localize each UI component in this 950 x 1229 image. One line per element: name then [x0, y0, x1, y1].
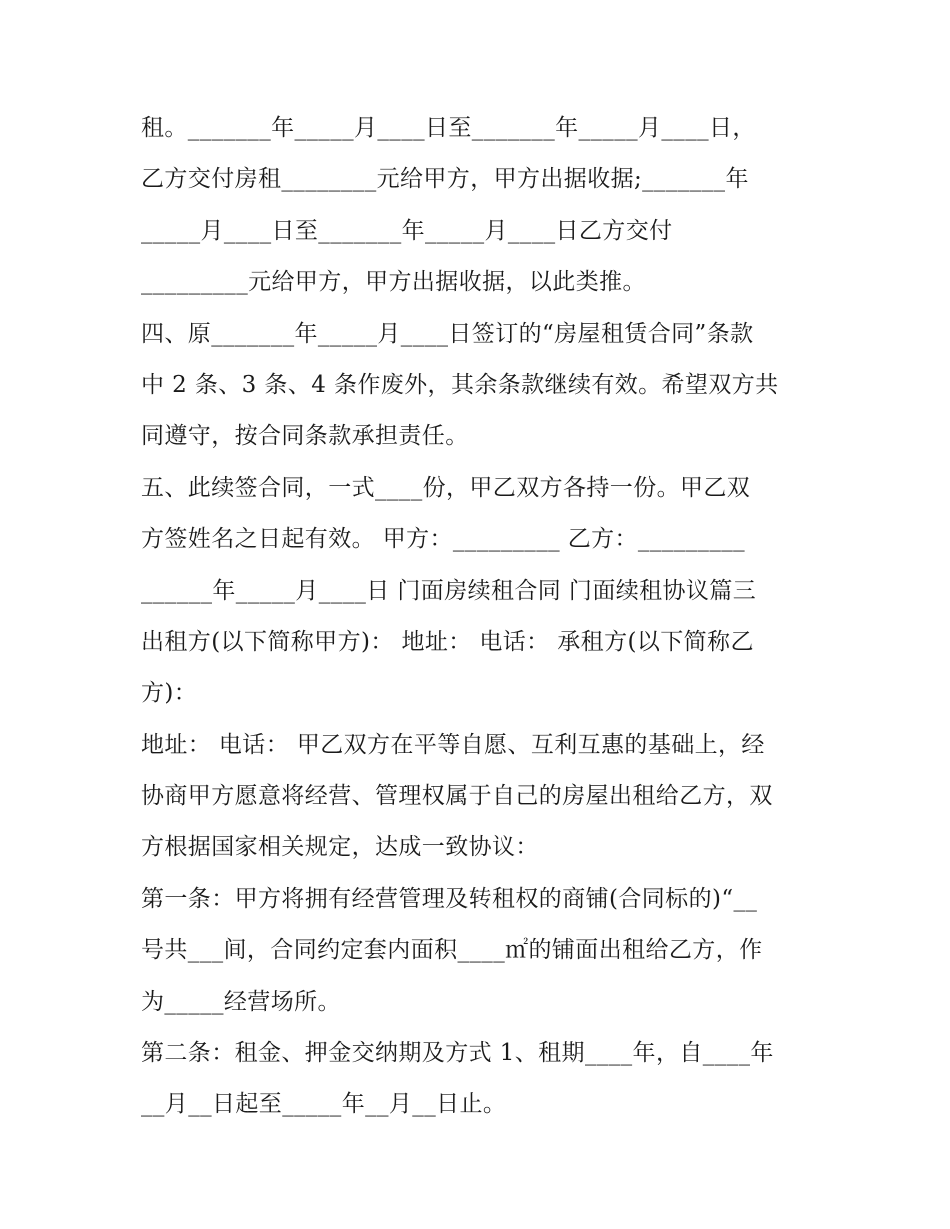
- text-line-10: ______年_____月____日 门面房续租合同 门面续租协议篇三: [141, 577, 757, 604]
- text-line-14: 协商甲方愿意将经营、管理权属于自己的房屋出租给乙方，双: [141, 783, 773, 810]
- text-line-5: 四、原_______年_____月____日签订的“房屋租赁合同”条款: [141, 320, 754, 347]
- text-line-16: 第一条：甲方将拥有经营管理及转租权的商铺(合同标的)“__: [141, 885, 758, 912]
- text-line-1: 租。_______年_____月____日至_______年_____月____日，: [141, 115, 756, 141]
- text-line-19: 第二条：租金、押金交纳期及方式 1、租期____年，自____年: [141, 1040, 774, 1067]
- text-line-18: 为_____经营场所。: [141, 988, 341, 1015]
- text-line-12: 方)：: [141, 680, 198, 707]
- text-line-4: _________元给甲方，甲方出据收据，以此类推。: [141, 269, 646, 296]
- text-line-17: 号共___间，合同约定套内面积____㎡的铺面出租给乙方，作: [141, 937, 763, 964]
- text-line-6: 中 2 条、3 条、4 条作废外，其余条款继续有效。希望双方共: [141, 371, 779, 398]
- document-body: [141, 103, 821, 1131]
- text-line-13: 地址： 电话： 甲乙双方在平等自愿、互利互惠的基础上，经: [141, 731, 765, 758]
- text-line-20: __月__日起至_____年__月__日止。: [141, 1091, 507, 1118]
- text-line-15: 方根据国家相关规定，达成一致协议：: [141, 834, 539, 861]
- text-line-3: _____月____日至_______年_____月____日乙方交付: [141, 217, 673, 244]
- text-line-9: 方签姓名之日起有效。 甲方：_________ 乙方：_________: [141, 526, 746, 553]
- text-line-8: 五、此续签合同，一式____份，甲乙双方各持一份。甲乙双: [141, 474, 751, 501]
- text-line-7: 同遵守，按合同条款承担责任。: [141, 423, 469, 450]
- text-line-2: 乙方交付房租________元给甲方，甲方出据收据;_______年: [141, 166, 749, 193]
- text-line-11: 出租方(以下简称甲方)： 地址： 电话： 承租方(以下简称乙: [141, 628, 754, 655]
